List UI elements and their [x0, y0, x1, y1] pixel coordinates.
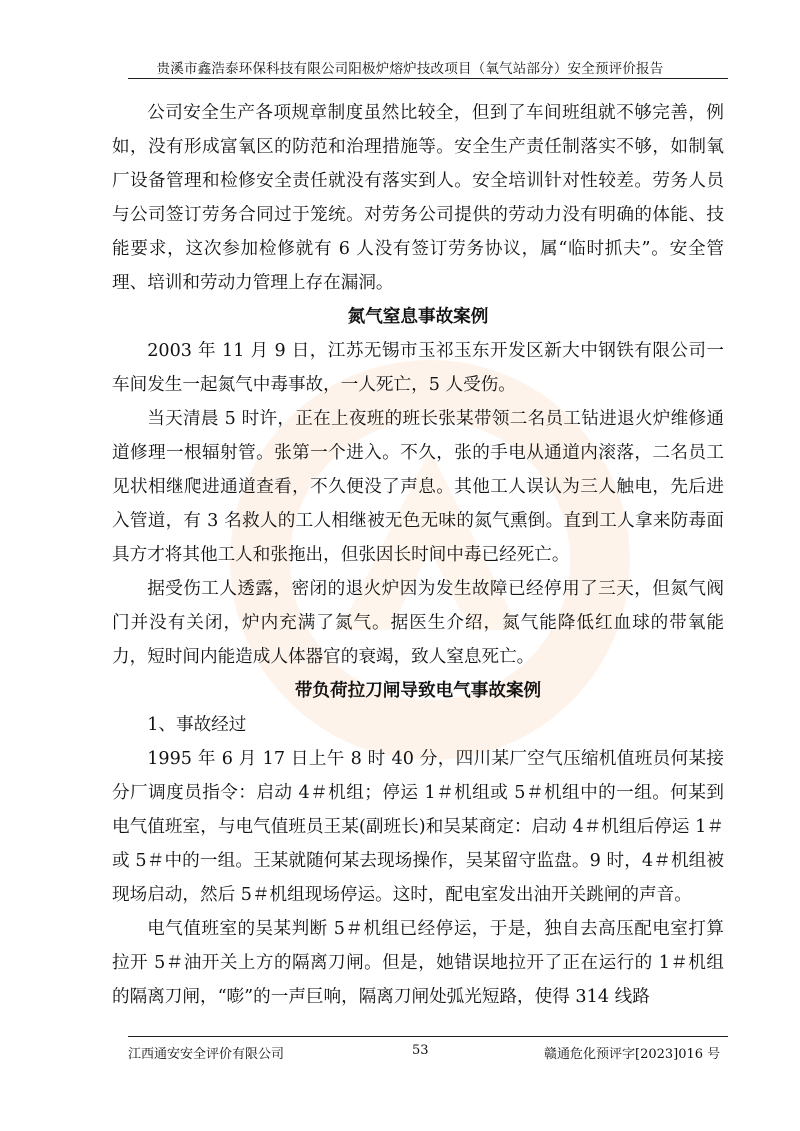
paragraph: 据受伤工人透露，密闭的退火炉因为发生故障已经停用了三天，但氮气阀门并没有关闭，炉内充满了氮气。据医生介绍，氮气能降低红血球的带氧能力，短时间内能造成人体器官的衰竭，致人窒息死亡。 [112, 579, 724, 667]
paragraph: 电气值班室的吴某判断 5＃机组已经停运，于是，独自去高压配电室打算拉开 5＃油开关上方的隔离刀闸。但是，她错误地拉开了正在运行的 1＃机组的隔离刀闸，“嘭”的一声巨响，隔离刀闸处弧光短路，使得 314 线路 [112, 919, 724, 1007]
paragraph: 1995 年 6 月 17 日上午 8 时 40 分，四川某厂空气压缩机值班员何某接分厂调度员指令：启动 4＃机组；停运 1＃机组或 5＃机组中的一组。何某到电气值班室，与电气值班员王某(副班长)和吴某商定：启动 4＃机组后停运 1＃或 5＃中的一组。王某就随何某去现场操作，吴某留守监盘。9 时，4＃机组被现场启动，然后 5＃机组现场停运。这时，配电室发出油开关跳闸的声音。 [112, 749, 724, 905]
footer-doc-number: 赣通危化预评字[2023]016 号 [544, 1047, 721, 1062]
page-number: 53 [412, 1043, 429, 1058]
paragraph: 2003 年 11 月 9 日，江苏无锡市玉祁玉东开发区新大中钢铁有限公司一车间发生一起氮气中毒事故，一人死亡，5 人受伤。 [112, 341, 724, 395]
footer-company: 江西通安安全评价有限公司 [128, 1047, 285, 1062]
paragraph: 公司安全生产各项规章制度虽然比较全，但到了车间班组就不够完善，例如，没有形成富氧区的防范和治理措施等。安全生产责任制落实不够，如制氧厂设备管理和检修安全责任就没有落实到人。安全培训针对性较差。劳务人员与公司签订劳务合同过于笼统。对劳务公司提供的劳动力没有明确的体能、技能要求，这次参加检修就有 6 人没有签订劳务协议，属“临时抓夫”。安全管理、培训和劳动力管理上存在漏洞。 [112, 103, 724, 293]
section-heading-nitrogen: 氮气窒息事故案例 [347, 307, 489, 327]
subheading: 1、事故经过 [147, 715, 247, 735]
paragraph: 当天清晨 5 时许，正在上夜班的班长张某带领二名员工钻进退火炉维修通道修理一根辐射管。张第一个进入。不久，张的手电从通道内滚落，二名员工见状相继爬进通道查看，不久便没了声息。其他工人误认为三人触电，先后进入管道，有 3 名救人的工人相继被无色无味的氮气熏倒。直到工人拿来防毒面具方才将其他工人和张拖出，但张因长时间中毒已经死亡。 [112, 409, 724, 565]
section-heading-electrical: 带负荷拉刀闸导致电气事故案例 [294, 681, 542, 701]
document-body [112, 96, 724, 1014]
header-divider [128, 78, 728, 79]
footer-divider [128, 1036, 728, 1037]
running-header: 贵溪市鑫浩泰环保科技有限公司阳极炉熔炉技改项目（氧气站部分）安全预评价报告 [156, 61, 664, 77]
